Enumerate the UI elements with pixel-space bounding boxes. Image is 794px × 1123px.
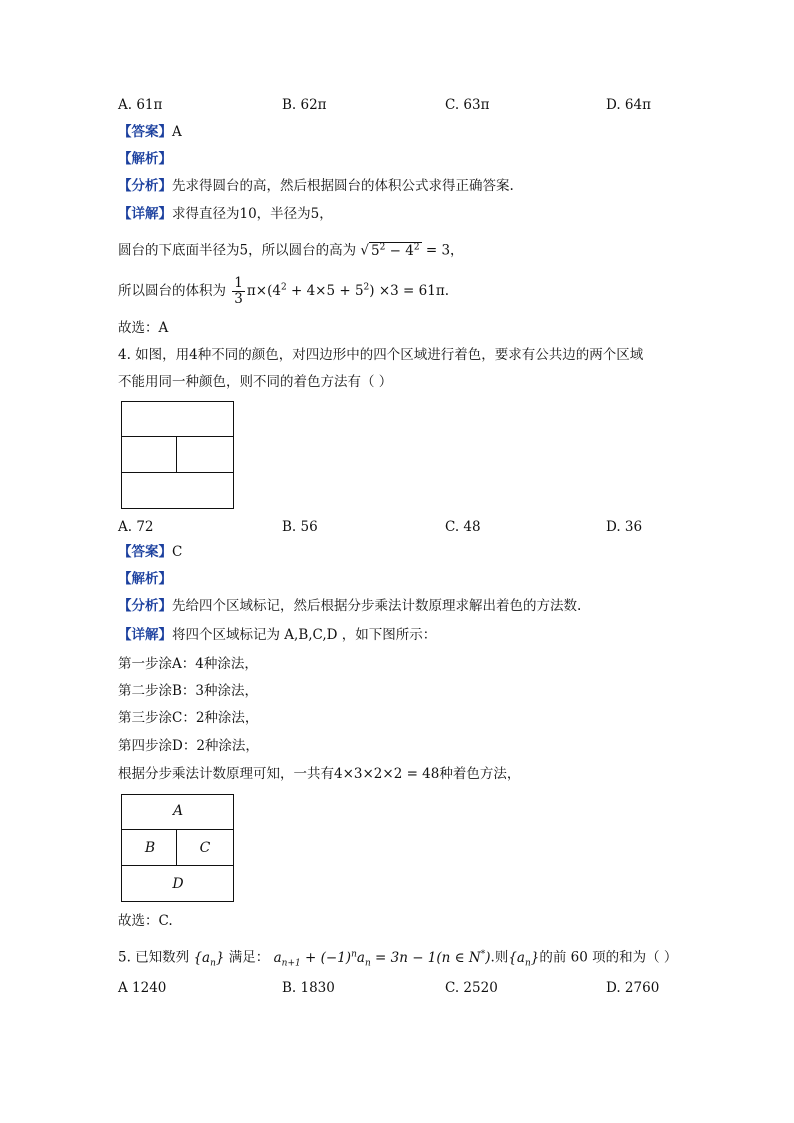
analysis-tag: 【解析】 bbox=[118, 571, 172, 587]
q3-option-b: B. 62π bbox=[282, 97, 327, 113]
q5-option-a: A 1240 bbox=[118, 980, 167, 996]
recurrence-formula: $a_{n+1} + (-1)^na_n = 3n - 1(n$ ∈ N*) bbox=[273, 949, 491, 969]
sequence-notation: $\{a_n\}$ bbox=[508, 949, 540, 969]
fenxi-text: 先求得圆台的高，然后根据圆台的体积公式求得正确答案. bbox=[172, 178, 514, 194]
one-third-fraction: $\frac{1}{3}$ bbox=[234, 275, 243, 307]
height-line-prefix: 圆台的下底面半径为5，所以圆台的高为 bbox=[118, 242, 357, 259]
q4-xiangjie bbox=[118, 626, 436, 644]
q5-option-c: C. 2520 bbox=[445, 980, 498, 996]
q4-step-4: 第四步涂D：2种涂法， bbox=[118, 738, 259, 754]
q3-option-d: D. 64π bbox=[606, 97, 651, 113]
q3-analysis-heading bbox=[118, 150, 172, 168]
q4-step-1: 第一步涂A：4种涂法， bbox=[118, 656, 258, 672]
q4-answer bbox=[118, 543, 182, 561]
divider bbox=[176, 436, 177, 472]
xiangjie-tag: 【详解】 bbox=[118, 206, 172, 222]
sequence-notation: $\{a_n\}$ bbox=[193, 949, 225, 969]
q5-stem-suffix: .则 bbox=[490, 949, 509, 966]
region-label-d: D bbox=[172, 876, 184, 892]
divider bbox=[176, 829, 177, 865]
q4-stem-line1: 4. 如图，用4种不同的颜色，对四边形中的四个区域进行着色，要求有公共边的两个区域 bbox=[118, 347, 644, 363]
q4-option-d: D. 36 bbox=[606, 519, 643, 535]
q4-stem-figure bbox=[121, 401, 234, 509]
q5-option-d: D. 2760 bbox=[606, 980, 660, 996]
q5-stem bbox=[118, 945, 677, 972]
region-label-a: A bbox=[172, 803, 184, 819]
xiangjie-tag: 【详解】 bbox=[118, 627, 172, 643]
q3-answer bbox=[118, 123, 182, 141]
q3-option-a: A. 61π bbox=[118, 97, 163, 113]
q4-summary: 根据分步乘法计数原理可知，一共有4×3×2×2 = 48种着色方法， bbox=[118, 766, 521, 782]
q5-stem-prefix: 5. 已知数列 bbox=[118, 949, 190, 966]
q5-stem-mid: 满足： bbox=[228, 949, 270, 966]
volume-expression: $\pi\times(4^2 + 4\times 5 + 5^2)$ bbox=[246, 282, 375, 299]
region-label-c: C bbox=[199, 840, 211, 856]
region-label-b: B bbox=[144, 840, 156, 856]
fenxi-tag: 【分析】 bbox=[118, 598, 172, 614]
analysis-tag: 【解析】 bbox=[118, 151, 172, 167]
fenxi-tag: 【分析】 bbox=[118, 178, 172, 194]
q3-option-c: C. 63π bbox=[445, 97, 490, 113]
q4-step-3: 第三步涂C：2种涂法， bbox=[118, 710, 259, 726]
q3-xiangjie bbox=[118, 205, 333, 223]
q4-option-b: B. 56 bbox=[282, 519, 318, 535]
volume-line-result: ×3 = 61π. bbox=[378, 283, 449, 299]
answer-value: A bbox=[172, 124, 182, 140]
q4-step-2: 第二步涂B：3种涂法， bbox=[118, 683, 259, 699]
q4-option-c: C. 48 bbox=[445, 519, 481, 535]
divider bbox=[122, 472, 233, 473]
q4-stem-line2: 不能用同一种颜色，则不同的着色方法有（ ） bbox=[118, 374, 393, 390]
fenxi-text: 先给四个区域标记，然后根据分步乘法计数原理求解出着色的方法数. bbox=[172, 598, 582, 614]
q4-option-a: A. 72 bbox=[118, 519, 154, 535]
q4-conclusion: 故选：C. bbox=[118, 913, 173, 929]
answer-value: C bbox=[172, 544, 183, 560]
divider bbox=[122, 436, 233, 437]
q5-stem-end: 的前 60 项的和为（ ） bbox=[539, 949, 678, 966]
divider bbox=[122, 829, 233, 830]
q3-fenxi bbox=[118, 177, 514, 195]
q3-conclusion: 故选：A bbox=[118, 320, 169, 336]
q3-height-line bbox=[118, 238, 464, 260]
xiangjie-text: 求得直径为10，半径为5， bbox=[172, 206, 333, 222]
volume-line-prefix: 所以圆台的体积为 bbox=[118, 283, 226, 299]
answer-tag: 【答案】 bbox=[118, 124, 172, 140]
q4-fenxi bbox=[118, 597, 581, 615]
answer-tag: 【答案】 bbox=[118, 544, 172, 560]
sqrt-expression: √ $5^2 - 4^2$ bbox=[360, 242, 420, 259]
q3-volume-line bbox=[118, 276, 449, 307]
divider bbox=[122, 865, 233, 866]
q5-option-b: B. 1830 bbox=[282, 980, 335, 996]
xiangjie-text: 将四个区域标记为 A,B,C,D ，如下图所示： bbox=[172, 627, 437, 643]
height-line-result: = 3， bbox=[425, 242, 464, 259]
q4-analysis-heading bbox=[118, 570, 172, 588]
q4-labeled-figure bbox=[121, 794, 234, 902]
